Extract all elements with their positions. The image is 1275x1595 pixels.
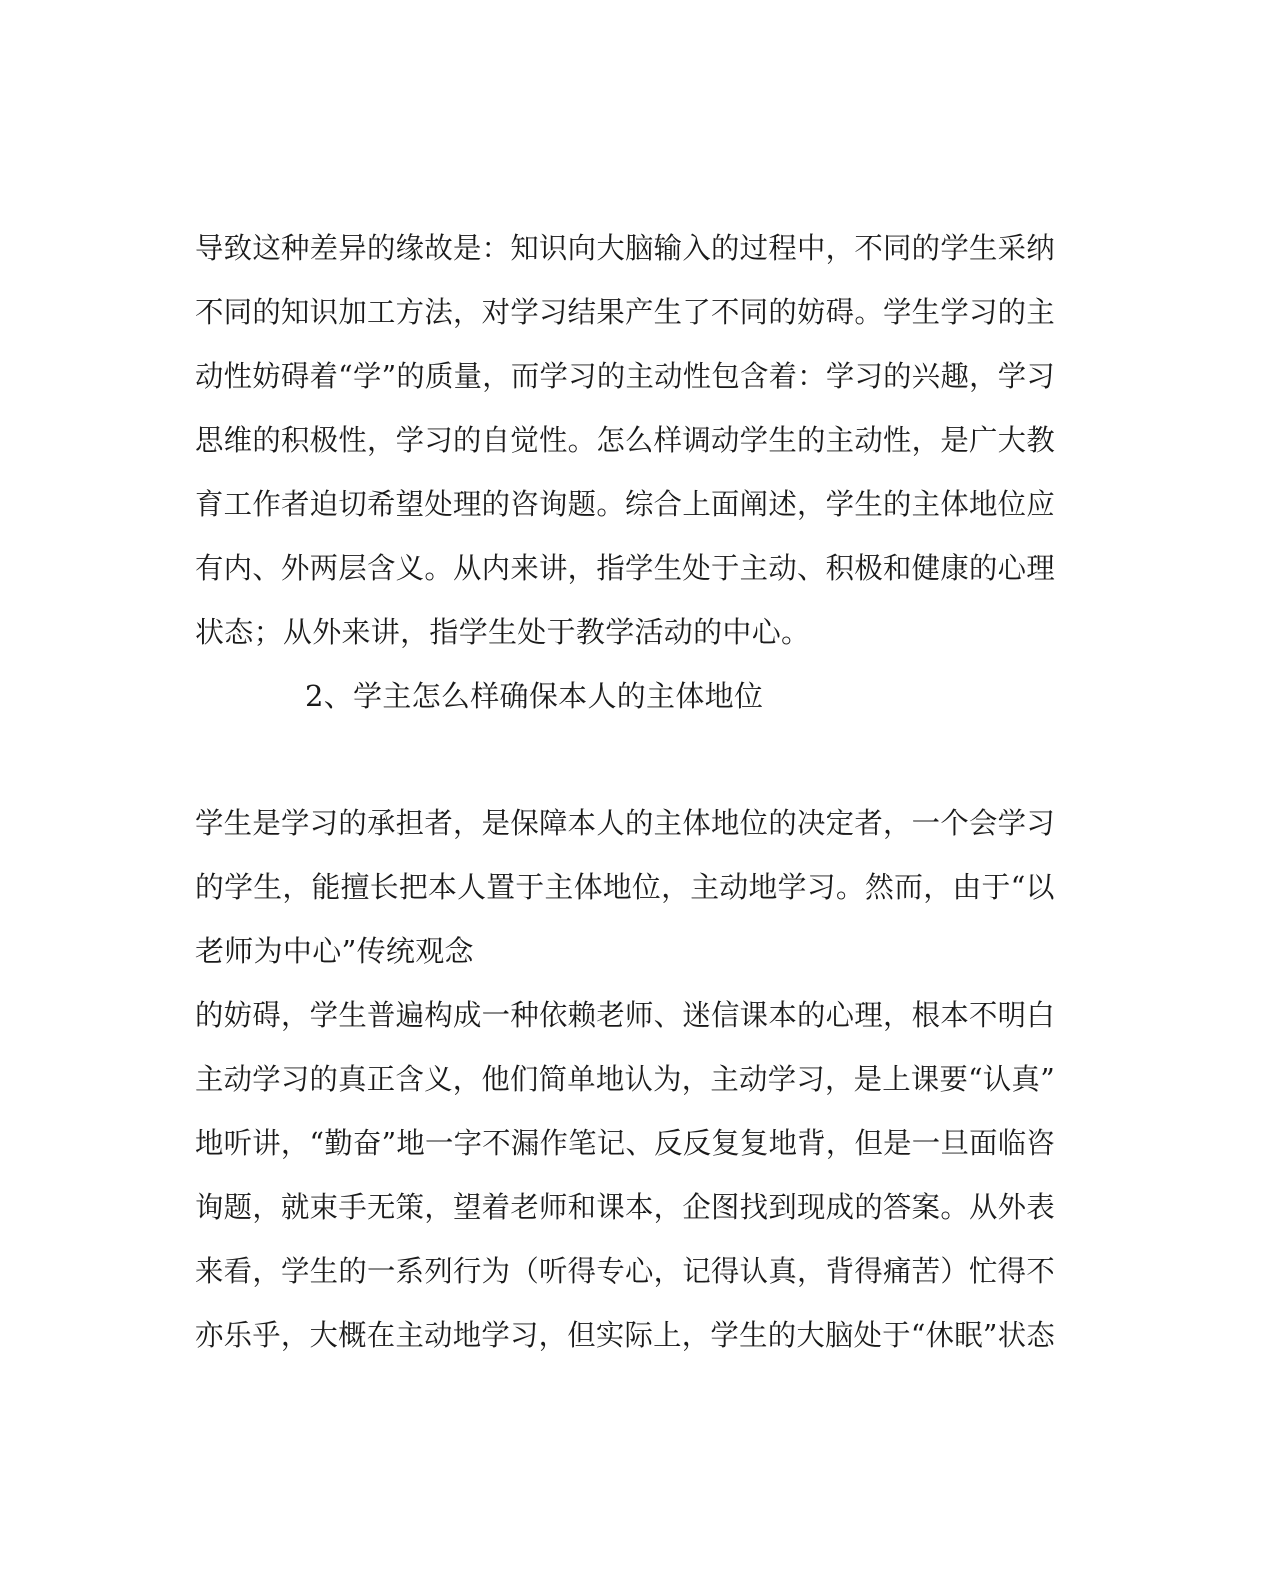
paragraph-line: 主动学习的真正含义，他们简单地认为，主动学习，是上课要“认真” [195, 1062, 1055, 1096]
paragraph-line: 动性妨碍着“学”的质量，而学习的主动性包含着：学习的兴趣，学习 [195, 359, 1055, 393]
paragraph-line: 亦乐乎，大概在主动地学习，但实际上，学生的大脑处于“休眠”状态 [195, 1318, 1055, 1352]
paragraph-line: 育工作者迫切希望处理的咨询题。综合上面阐述，学生的主体地位应 [195, 487, 1056, 521]
paragraph-line: 思维的积极性，学习的自觉性。怎么样调动学生的主动性，是广大教 [195, 423, 1056, 457]
paragraph-line: 老师为中心”传统观念 [195, 934, 474, 968]
paragraph-line: 导致这种差异的缘故是：知识向大脑输入的过程中，不同的学生采纳 [195, 231, 1056, 265]
paragraph-line: 询题，就束手无策，望着老师和课本，企图找到现成的答案。从外表 [195, 1190, 1056, 1224]
paragraph-line: 地听讲，“勤奋”地一字不漏作笔记、反反复复地背，但是一旦面临咨 [195, 1126, 1055, 1160]
paragraph-line: 的妨碍，学生普遍构成一种依赖老师、迷信课本的心理，根本不明白 [195, 998, 1056, 1032]
paragraph-line: 不同的知识加工方法，对学习结果产生了不同的妨碍。学生学习的主 [195, 295, 1056, 329]
paragraph-line: 的学生，能擅长把本人置于主体地位，主动地学习。然而，由于“以 [195, 870, 1055, 904]
section-heading: 2、学主怎么样确保本人的主体地位 [305, 679, 764, 713]
paragraph-line: 状态；从外来讲，指学生处于教学活动的中心。 [195, 615, 811, 649]
paragraph-line: 学生是学习的承担者，是保障本人的主体地位的决定者，一个会学习 [195, 806, 1056, 840]
paragraph-line: 来看，学生的一系列行为（听得专心，记得认真，背得痛苦）忙得不 [195, 1254, 1056, 1288]
paragraph-line: 有内、外两层含义。从内来讲，指学生处于主动、积极和健康的心理 [195, 551, 1056, 585]
